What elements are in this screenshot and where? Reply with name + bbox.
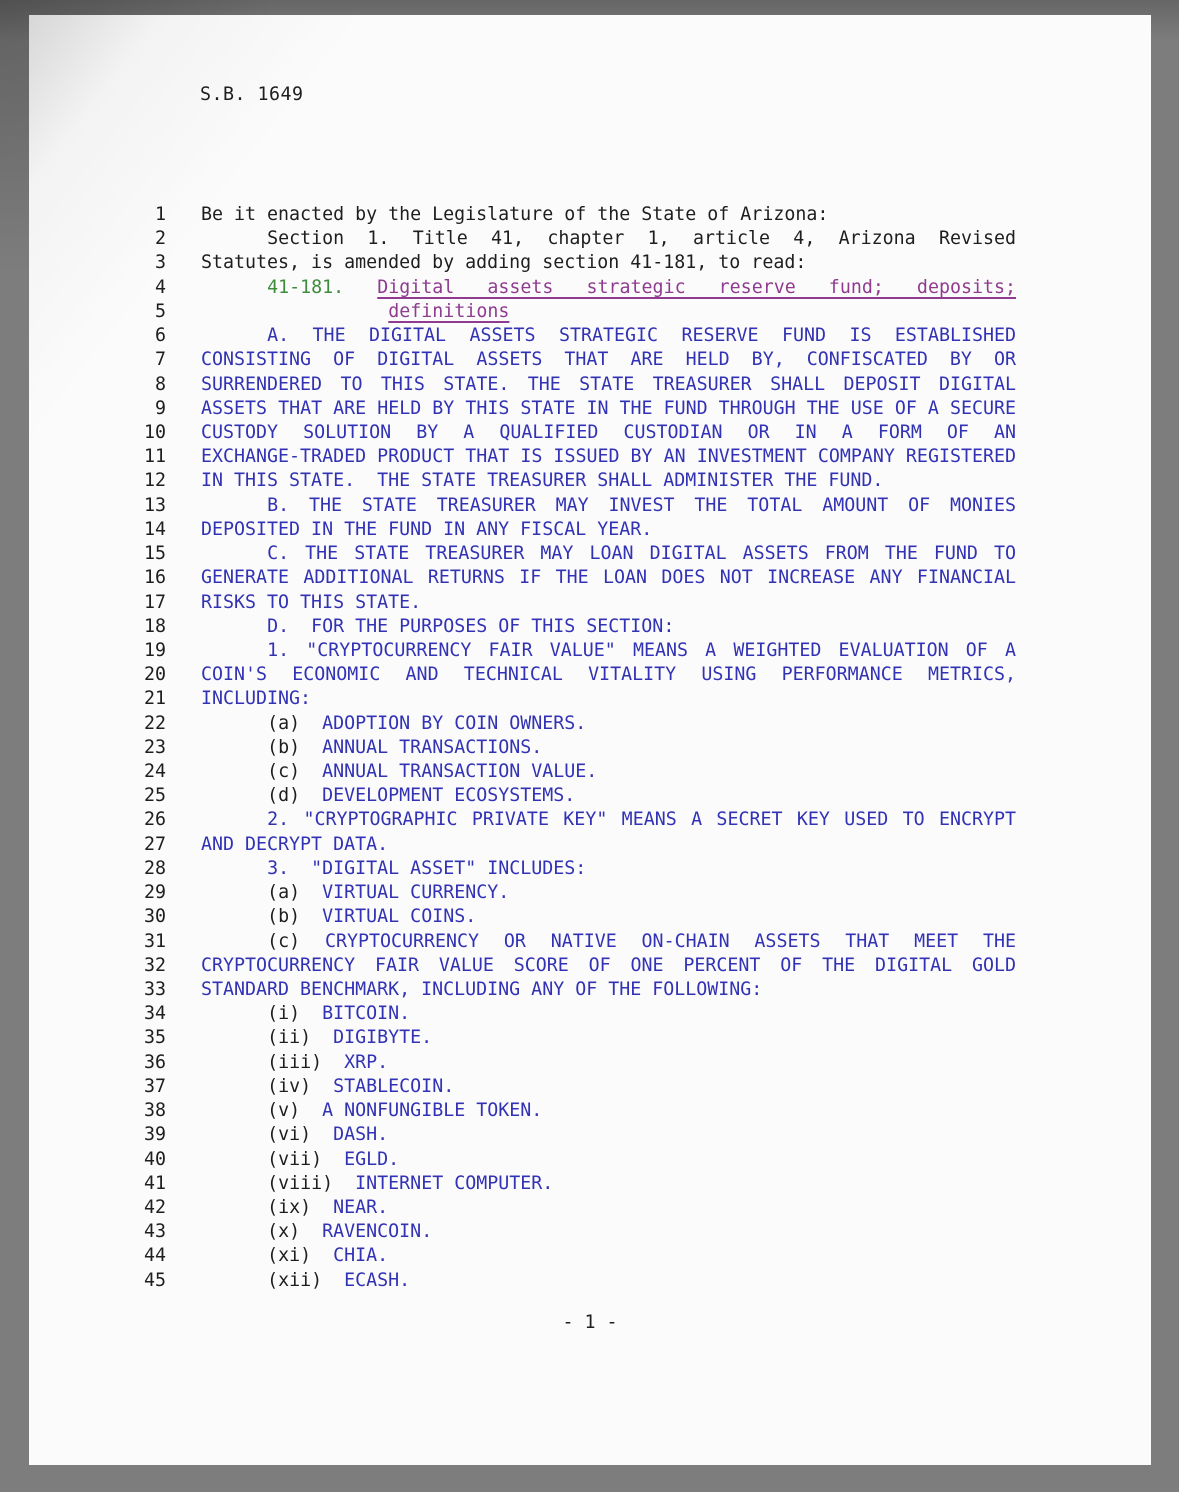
line-text	[201, 1196, 1016, 1220]
text-line	[29, 469, 1151, 493]
statute-text: (x)	[267, 1221, 301, 1243]
line-number: 6	[154, 325, 166, 347]
statute-text: VIRTUAL CURRENCY.	[300, 882, 510, 904]
statute-text: DEPOSITED IN THE FUND IN ANY FISCAL YEAR.	[201, 518, 653, 540]
line-text	[201, 227, 1016, 251]
statute-text: ADOPTION BY COIN OWNERS.	[300, 712, 587, 734]
statute-text	[344, 277, 377, 298]
line-text	[201, 494, 1016, 518]
line-number: 14	[143, 518, 166, 540]
line-text	[201, 833, 1016, 857]
line-text	[201, 397, 1016, 421]
statute-text: CRYPTOCURRENCY FAIR VALUE SCORE OF ONE PERCENT OF THE DIGITAL GOLD	[201, 954, 1016, 976]
line-text	[201, 930, 1016, 954]
text-line	[29, 1099, 1151, 1123]
line-text	[201, 1002, 1016, 1026]
text-line	[29, 1123, 1151, 1147]
statute-text: 1. "CRYPTOCURRENCY FAIR VALUE" MEANS A WEIGHTED EVALUATION OF A	[267, 639, 1016, 661]
line-number: 36	[143, 1051, 166, 1073]
statute-text: DASH.	[311, 1124, 389, 1146]
line-number: 2	[154, 228, 166, 250]
line-number: 45	[143, 1269, 166, 1291]
line-number: 41	[143, 1172, 166, 1194]
line-text	[201, 203, 1016, 227]
text-line	[29, 905, 1151, 929]
line-number: 39	[143, 1124, 166, 1146]
statute-text: (iii)	[267, 1051, 323, 1073]
statute-text: (c)	[267, 761, 301, 783]
statute-text: (vi)	[267, 1124, 312, 1146]
line-number: 4	[154, 276, 166, 298]
line-text	[201, 639, 1016, 663]
line-number: 24	[143, 761, 166, 783]
text-line	[29, 1026, 1151, 1050]
section-heading-text: definitions	[388, 300, 510, 322]
line-number: 38	[143, 1100, 166, 1122]
line-number: 22	[143, 712, 166, 734]
statute-text: RAVENCOIN.	[300, 1221, 433, 1243]
line-text	[201, 736, 1016, 760]
line-number: 26	[143, 809, 166, 831]
text-line	[29, 954, 1151, 978]
statute-text: C. THE STATE TREASURER MAY LOAN DIGITAL ASSETS FROM THE FUND TO	[267, 543, 1016, 565]
statute-text: (ix)	[267, 1196, 312, 1218]
statute-text: NEAR.	[311, 1196, 389, 1218]
text-line	[29, 373, 1151, 397]
text-line	[29, 808, 1151, 832]
line-text	[201, 373, 1016, 397]
text-line	[29, 348, 1151, 372]
statute-text: (a)	[267, 882, 301, 904]
statute-text: ECASH.	[322, 1269, 411, 1291]
line-number: 37	[143, 1075, 166, 1097]
text-line	[29, 687, 1151, 711]
text-line	[29, 251, 1151, 275]
line-text	[201, 421, 1016, 445]
line-number: 25	[143, 785, 166, 807]
statute-text: CUSTODY SOLUTION BY A QUALIFIED CUSTODIAN OR IN A FORM OF AN	[201, 421, 1016, 443]
statute-text: VIRTUAL COINS.	[300, 906, 477, 928]
line-number: 5	[154, 300, 166, 322]
text-line	[29, 1244, 1151, 1268]
text-line	[29, 760, 1151, 784]
text-line	[29, 712, 1151, 736]
statute-text: (b)	[267, 906, 301, 928]
line-number: 33	[143, 979, 166, 1000]
line-text	[201, 300, 1016, 324]
text-line	[29, 566, 1151, 590]
statute-text: 3. "DIGITAL ASSET" INCLUDES:	[267, 857, 587, 879]
section-number-text: 41-181.	[267, 276, 345, 298]
line-number: 30	[143, 906, 166, 928]
text-line	[29, 1002, 1151, 1026]
line-text	[201, 615, 1016, 639]
statute-text: DIGIBYTE.	[311, 1027, 433, 1049]
text-line	[29, 421, 1151, 445]
statute-text: (i)	[267, 1003, 301, 1025]
text-line	[29, 1220, 1151, 1244]
line-text	[201, 857, 1016, 881]
text-line	[29, 276, 1151, 300]
text-line	[29, 1075, 1151, 1099]
line-number: 44	[143, 1245, 166, 1267]
statute-text: COIN'S ECONOMIC AND TECHNICAL VITALITY USING PERFORMANCE METRICS,	[201, 664, 1016, 686]
document-page	[29, 15, 1151, 1465]
line-number: 15	[143, 543, 166, 565]
text-line	[29, 639, 1151, 663]
text-line	[29, 736, 1151, 760]
line-text	[201, 591, 1016, 615]
line-number: 3	[154, 252, 166, 274]
line-text	[201, 687, 1016, 711]
line-number: 23	[143, 736, 166, 758]
text-line	[29, 857, 1151, 881]
text-line	[29, 397, 1151, 421]
statute-text: (viii)	[267, 1172, 334, 1194]
statute-text: (xii)	[267, 1269, 323, 1291]
line-text	[201, 808, 1016, 832]
line-number: 34	[143, 1003, 166, 1025]
statute-text: Section 1. Title 41, chapter 1, article 4, Arizona Revised	[267, 228, 1016, 250]
statute-text: (c)	[267, 930, 301, 952]
statute-text: D. FOR THE PURPOSES OF THIS SECTION:	[267, 615, 675, 637]
text-line	[29, 833, 1151, 857]
line-text	[201, 954, 1016, 978]
text-line	[29, 1196, 1151, 1220]
statute-text: CONSISTING OF DIGITAL ASSETS THAT ARE HELD BY, CONFISCATED BY OR	[201, 349, 1016, 371]
text-line	[29, 591, 1151, 615]
line-number: 9	[154, 397, 166, 419]
text-line	[29, 324, 1151, 348]
line-text	[201, 978, 1016, 1002]
line-number: 17	[143, 591, 166, 613]
statute-text: (xi)	[267, 1245, 312, 1267]
text-line	[29, 1148, 1151, 1172]
line-text	[201, 1099, 1016, 1123]
text-line	[29, 615, 1151, 639]
line-text	[201, 445, 1016, 469]
line-text	[201, 1148, 1016, 1172]
line-number: 20	[143, 664, 166, 686]
statute-text: B. THE STATE TREASURER MAY INVEST THE TOTAL AMOUNT OF MONIES	[267, 494, 1016, 516]
line-text	[201, 663, 1016, 687]
statute-text: BITCOIN.	[300, 1003, 411, 1025]
section-heading-text: Digital assets strategic reserve fund; deposits;	[377, 276, 1016, 298]
text-line	[29, 300, 1151, 324]
text-line	[29, 445, 1151, 469]
line-number: 29	[143, 882, 166, 904]
text-line	[29, 1051, 1151, 1075]
statute-text: INTERNET COMPUTER.	[333, 1172, 554, 1194]
line-text	[201, 1220, 1016, 1244]
text-line	[29, 203, 1151, 227]
line-text	[201, 542, 1016, 566]
line-text	[201, 1269, 1016, 1293]
statute-text: EXCHANGE-TRADED PRODUCT THAT IS ISSUED BY AN INVESTMENT COMPANY REGISTERED	[201, 446, 1016, 468]
line-text	[201, 469, 1016, 493]
page-number-footer: - 1 -	[562, 1312, 618, 1333]
statute-text: A NONFUNGIBLE TOKEN.	[300, 1100, 543, 1122]
line-number: 1	[154, 204, 166, 225]
statute-text: INCLUDING:	[201, 688, 312, 710]
line-text	[201, 1075, 1016, 1099]
line-text	[201, 518, 1016, 542]
bill-number-header: S.B. 1649	[200, 84, 304, 105]
line-number: 21	[143, 688, 166, 710]
statute-text: (a)	[267, 712, 301, 734]
statute-text: XRP.	[322, 1051, 389, 1073]
statute-text: (iv)	[267, 1075, 312, 1097]
line-text	[201, 566, 1016, 590]
statute-text: DEVELOPMENT ECOSYSTEMS.	[300, 785, 576, 807]
line-text	[201, 276, 1016, 300]
line-number: 31	[143, 930, 166, 952]
line-number: 12	[143, 470, 166, 492]
statute-text: 2. "CRYPTOGRAPHIC PRIVATE KEY" MEANS A SECRET KEY USED TO ENCRYPT	[267, 809, 1016, 831]
statute-text: RISKS TO THIS STATE.	[201, 591, 422, 613]
line-number: 10	[143, 421, 166, 443]
line-number: 18	[143, 615, 166, 637]
text-line	[29, 663, 1151, 687]
line-text	[201, 881, 1016, 905]
line-text	[201, 1244, 1016, 1268]
line-text	[201, 712, 1016, 736]
line-text	[201, 324, 1016, 348]
text-line	[29, 784, 1151, 808]
text-line	[29, 542, 1151, 566]
statute-text: (b)	[267, 736, 301, 758]
text-line	[29, 1172, 1151, 1196]
line-text	[201, 348, 1016, 372]
line-text	[201, 905, 1016, 929]
statute-text: AND DECRYPT DATA.	[201, 833, 389, 855]
text-line	[29, 227, 1151, 251]
line-text	[201, 784, 1016, 808]
statute-text: ASSETS THAT ARE HELD BY THIS STATE IN THE FUND THROUGH THE USE OF A SECURE	[201, 397, 1016, 419]
statute-text: SURRENDERED TO THIS STATE. THE STATE TREASURER SHALL DEPOSIT DIGITAL	[201, 373, 1016, 395]
statute-text: (ii)	[267, 1027, 312, 1049]
text-line	[29, 881, 1151, 905]
statute-text: GENERATE ADDITIONAL RETURNS IF THE LOAN DOES NOT INCREASE ANY FINANCIAL	[201, 567, 1016, 589]
line-number: 16	[143, 567, 166, 589]
statute-text: STANDARD BENCHMARK, INCLUDING ANY OF THE FOLLOWING:	[201, 979, 763, 1000]
line-text	[201, 760, 1016, 784]
line-number: 35	[143, 1027, 166, 1049]
statute-text: EGLD.	[322, 1148, 400, 1170]
statute-text: CRYPTOCURRENCY OR NATIVE ON-CHAIN ASSETS THAT MEET THE	[300, 930, 1016, 952]
line-text	[201, 251, 1016, 275]
statute-text: CHIA.	[311, 1245, 389, 1267]
text-line	[29, 930, 1151, 954]
line-number: 13	[143, 494, 166, 516]
text-line	[29, 978, 1151, 1002]
line-number: 11	[143, 446, 166, 468]
line-number: 32	[143, 954, 166, 976]
bill-text-body	[29, 203, 1151, 1293]
text-line	[29, 1269, 1151, 1293]
line-text	[201, 1051, 1016, 1075]
statute-text: IN THIS STATE. THE STATE TREASURER SHALL ADMINISTER THE FUND.	[201, 470, 884, 492]
line-number: 40	[143, 1148, 166, 1170]
text-line	[29, 518, 1151, 542]
text-line	[29, 494, 1151, 518]
line-text	[201, 1123, 1016, 1147]
line-text	[201, 1026, 1016, 1050]
line-number: 27	[143, 833, 166, 855]
statute-text: STABLECOIN.	[311, 1075, 455, 1097]
line-number: 7	[154, 349, 166, 371]
statute-text: (d)	[267, 785, 301, 807]
line-text	[201, 1172, 1016, 1196]
statute-text: (vii)	[267, 1148, 323, 1170]
line-number: 42	[143, 1196, 166, 1218]
statute-text: (v)	[267, 1100, 301, 1122]
statute-text: Statutes, is amended by adding section 41-181, to read:	[201, 252, 807, 274]
statute-text: ANNUAL TRANSACTIONS.	[300, 736, 543, 758]
statute-text: ANNUAL TRANSACTION VALUE.	[300, 761, 598, 783]
line-number: 43	[143, 1221, 166, 1243]
line-number: 19	[143, 639, 166, 661]
line-number: 8	[154, 373, 166, 395]
statute-text: A. THE DIGITAL ASSETS STRATEGIC RESERVE FUND IS ESTABLISHED	[267, 325, 1016, 347]
line-number: 28	[143, 857, 166, 879]
statute-text: Be it enacted by the Legislature of the State of Arizona:	[201, 204, 829, 225]
